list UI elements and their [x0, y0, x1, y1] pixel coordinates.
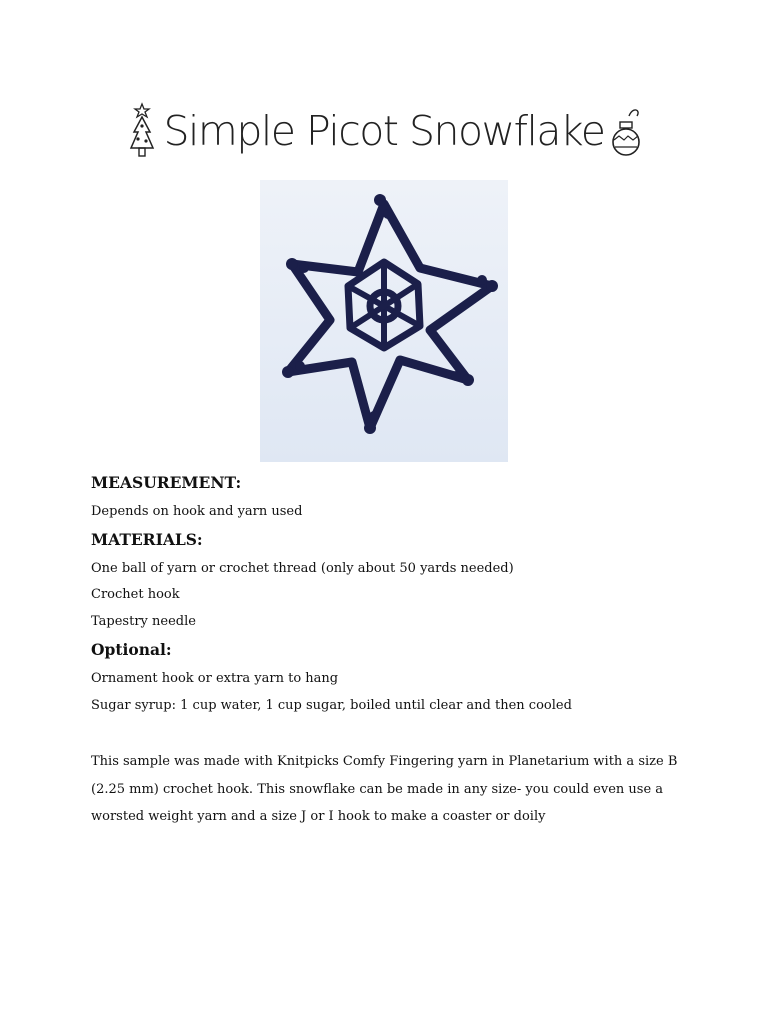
- page-title: Simple Picot Snowflake: [163, 107, 605, 155]
- optional-item: Ornament hook or extra yarn to hang: [91, 671, 339, 686]
- snowflake-image: [260, 180, 508, 462]
- notes-line: (2.25 mm) crochet hook. This snowflake can be made in any size- you could even use a: [91, 782, 664, 797]
- materials-item: Tapestry needle: [91, 614, 196, 629]
- measurement-heading: MEASUREMENT:: [91, 473, 242, 492]
- notes-line: This sample was made with Knitpicks Comfy Fingering yarn in Planetarium with a size B: [91, 754, 678, 769]
- optional-heading: Optional:: [91, 640, 172, 659]
- ornament-icon: [611, 102, 641, 160]
- notes-line: worsted weight yarn and a size J or I hook to make a coaster or doily: [91, 809, 546, 824]
- materials-heading: MATERIALS:: [91, 530, 203, 549]
- materials-item: One ball of yarn or crochet thread (only about 50 yards needed): [91, 561, 514, 576]
- measurement-text: Depends on hook and yarn used: [91, 504, 303, 519]
- optional-item: Sugar syrup: 1 cup water, 1 cup sugar, boiled until clear and then cooled: [91, 698, 572, 713]
- materials-item: Crochet hook: [91, 587, 180, 602]
- christmas-tree-icon: [127, 102, 157, 160]
- title-row: [124, 100, 644, 162]
- snowflake-photo: [260, 180, 508, 462]
